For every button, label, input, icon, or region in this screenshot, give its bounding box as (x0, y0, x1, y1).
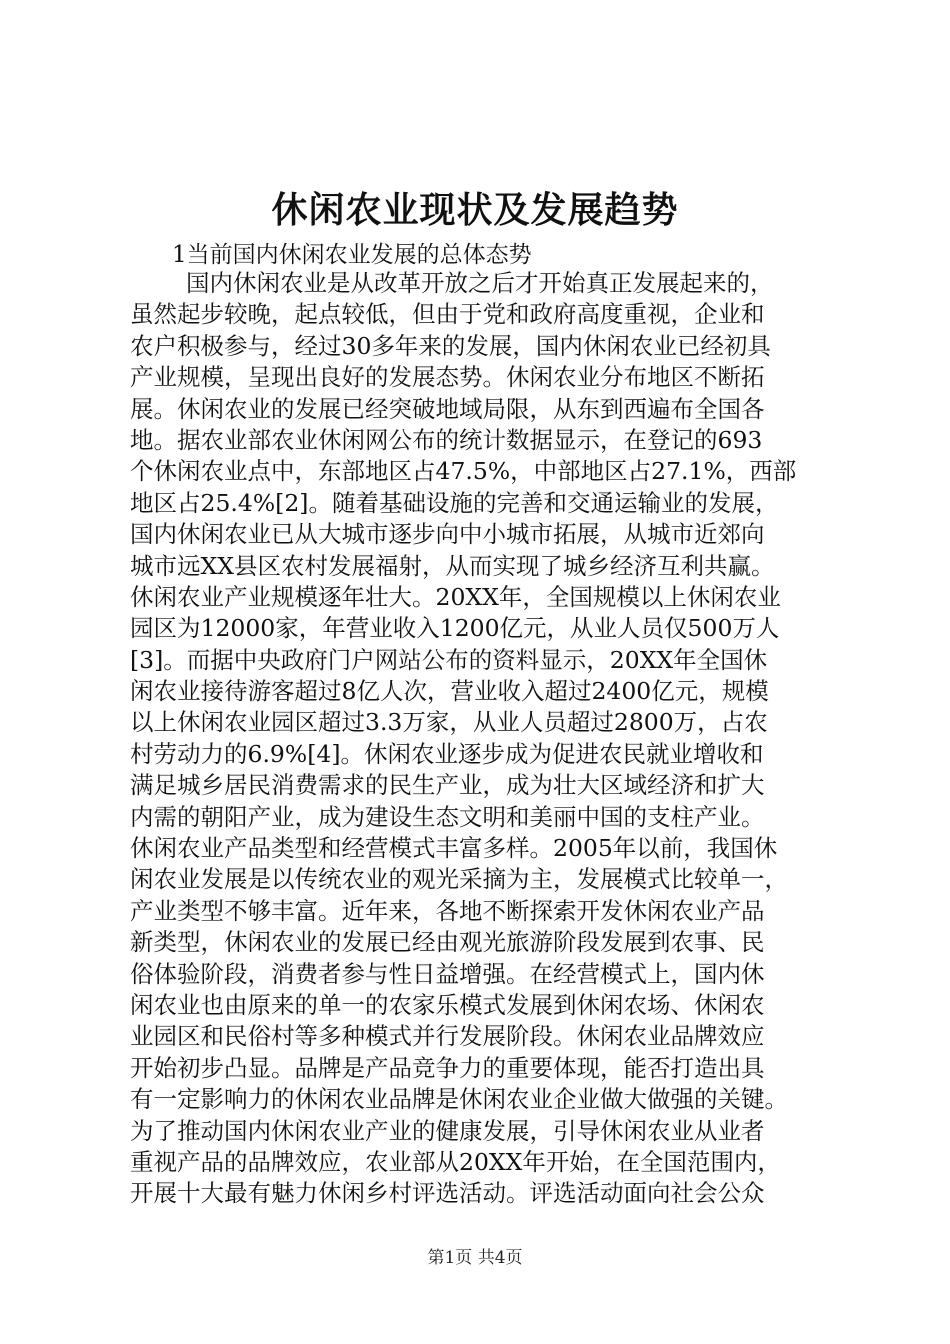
text-line: 闲农业接待游客超过8亿人次，营业收入超过2400亿元，规模 (130, 677, 769, 706)
text-line: 展。休闲农业的发展已经突破地域局限，从东到西遍布全国各 (130, 394, 765, 423)
text-line: 以上休闲农业园区超过3.3万家，从业人员超过2800万，占农 (130, 708, 768, 737)
body-paragraph (130, 268, 840, 1210)
text-line: 开展十大最有魅力休闲乡村评选活动。评选活动面向社会公众 (130, 1179, 765, 1208)
text-line: 城市远XX县区农村发展福射，从而实现了城乡经济互利共赢。 (130, 551, 775, 580)
text-line: 业园区和民俗村等多种模式并行发展阶段。休闲农业品牌效应 (130, 1022, 765, 1051)
text-line: 内需的朝阳产业，成为建设生态文明和美丽中国的支柱产业。 (130, 802, 765, 831)
text-line: 个休闲农业点中，东部地区占47.5%，中部地区占27.1%，西部 (130, 457, 797, 486)
text-line: 闲农业发展是以传统农业的观光采摘为主，发展模式比较单一， (130, 865, 788, 894)
text-line: 虽然起步较晚，起点较低，但由于党和政府高度重视，企业和 (130, 300, 765, 329)
text-line: 农户积极参与，经过30多年来的发展，国内休闲农业已经初具 (130, 331, 771, 360)
text-line: 有一定影响力的休闲农业品牌是休闲农业企业做大做强的关键。 (130, 1085, 788, 1114)
text-line: 园区为12000家，年营业收入1200亿元，从业人员仅500万人 (130, 614, 780, 643)
text-line: 满足城乡居民消费需求的民生产业，成为壮大区域经济和扩大 (130, 771, 765, 800)
text-line: 开始初步凸显。品牌是产品竞争力的重要体现，能否打造出具 (130, 1053, 765, 1082)
text-line: 国内休闲农业已从大城市逐步向中小城市拓展，从城市近郊向 (130, 520, 765, 549)
text-line: 国内休闲农业是从改革开放之后才开始真正发展起来的， (186, 269, 774, 297)
document-title: 休闲农业现状及发展趋势 (271, 189, 679, 231)
text-line: 重视产品的品牌效应，农业部从20XX年开始，在全国范围内， (130, 1147, 781, 1176)
text-line: 俗体验阶段，消费者参与性日益增强。在经营模式上，国内休 (130, 959, 765, 988)
text-line: 闲农业也由原来的单一的农家乐模式发展到休闲农场、休闲农 (130, 990, 765, 1019)
section-heading: 1当前国内休闲农业发展的总体态势 (172, 242, 532, 268)
text-line: 新类型，休闲农业的发展已经由观光旅游阶段发展到农事、民 (130, 928, 765, 957)
text-line: 村劳动力的6.9%[4]。休闲农业逐步成为促进农民就业增收和 (130, 739, 764, 768)
page-footer: 第1页 共4页 (427, 1248, 523, 1268)
text-line: 休闲农业产品类型和经营模式丰富多样。2005年以前，我国休 (130, 834, 778, 863)
text-line: 休闲农业产业规模逐年壮大。20XX年，全国规模以上休闲农业 (130, 582, 781, 611)
text-line: 产业类型不够丰富。近年来，各地不断探索开发休闲农业产品 (130, 896, 765, 925)
text-line: 为了推动国内休闲农业产业的健康发展，引导休闲农业从业者 (130, 1116, 765, 1145)
text-line: [3]。而据中央政府门户网站公布的资料显示，20XX年全国休 (130, 645, 768, 674)
text-line: 地。据农业部农业休闲网公布的统计数据显示，在登记的693 (130, 425, 763, 454)
text-line: 产业规模，呈现出良好的发展态势。休闲农业分布地区不断拓 (130, 363, 765, 392)
text-line: 地区占25.4%[2]。随着基础设施的完善和交通运输业的发展， (130, 488, 779, 517)
